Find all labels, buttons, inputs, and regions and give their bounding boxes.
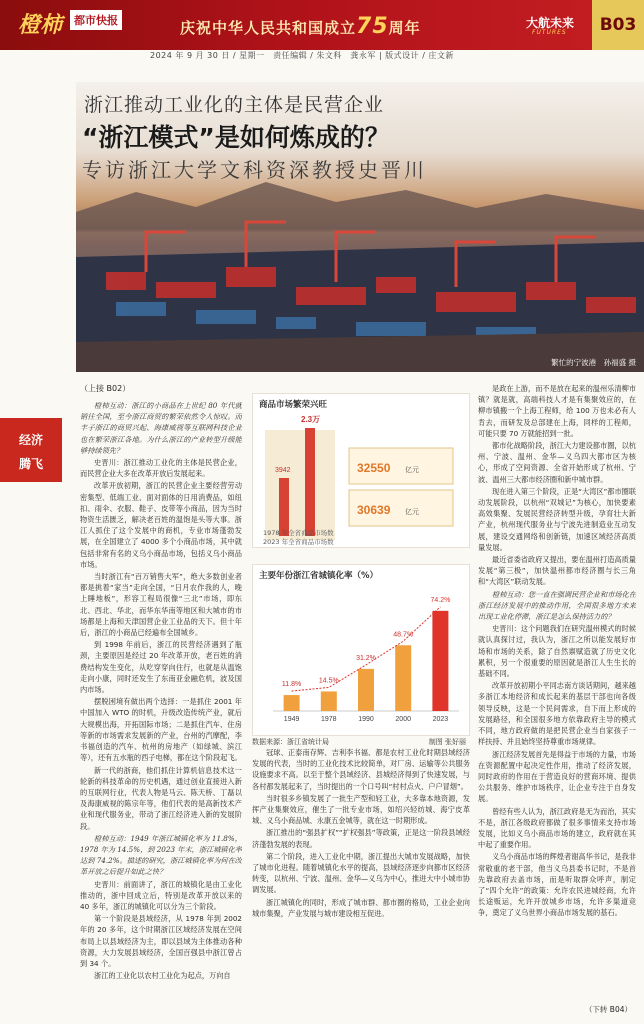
article-paragraph: 新一代的浙商，他们抓住计算机信息技术这一轮新的科技革命的历史机遇，通过创业直接进入新的互联网行业，代表人物是马云、陈天桥、丁磊以及海康威视的陈宗年等，他们代表的是高新技术产业和现代服务业，带动了浙江经济进入新的发展阶段。 <box>80 765 242 831</box>
market-bar-2023 <box>305 428 315 536</box>
anniversary-title: 庆祝中华人民共和国成立75周年 <box>180 14 421 39</box>
article-paragraph: 现在进入第三个阶段，正是“大湾区”都市圈联动发展阶段，以杭州“双城记”为核心，加快要素高效集聚、发展民营经济转型升级，孕育壮大新产业，杭州现代服务业与宁波先进制造业互动发展，建设交通网络和创新链，加速区域经济高质量发展。 <box>478 486 636 552</box>
article-paragraph: 到 1998 年前后，浙江的民营经济遇到了瓶颈，主要原因是经过 20 年改革开放，老百姓的消费结构发生变化，从吃穿穿向住行，也就是从温饱走向小康，同时还发生了东南亚金融危机，波及国内市场。 <box>80 640 242 695</box>
article-paragraph: 史晋川：浙江推动工业化的主体是民营企业，而民营企业大多在改革开放后发展起来。 <box>80 458 242 479</box>
dateline: 2024 年 9 月 30 日 / 星期一 责任编辑 / 朱文科 龚永军 | 版式设计 / 庄文新 <box>150 51 454 60</box>
headline-kicker: 浙江推动工业化的主体是民营企业 <box>84 94 385 116</box>
article-paragraph: 摆脱困境有做出两个选择：一是抓住 2001 年中国加入 WTO 的时机，升级改造传统产业，就后大规模出海，开拓国际市场；二是抓住汽车、住房等新的市场需求发展新的产业，台州的汽摩配，李书福创造的汽车、杭州的房地产（如绿城、滨江等），还有五水瓶的西子电梯，都在这个阶段起飞。 <box>80 697 242 763</box>
urbanization-tick-1949: 1949 <box>283 716 300 723</box>
article-paragraph: 橙柿互动：浙江的小商品在上世纪 80 年代就销往全国，至今浙江商贸的繁荣依然令人惊叹。而丰子浙江的商贸兴起、海康威视等互联网科技企业也在繁荣浙江各地。为什么浙江的产业转型升级能够持续领先？ <box>80 401 242 455</box>
article-paragraph: 都市化战略阶段，浙江大力建设都市圈，以杭州、宁波、温州、金华—义乌四大都市区为核心，形成了空间资源、全省开始形成了杭州、宁波、温州三大都市经济圈和新中城市群。 <box>478 441 636 484</box>
urbanization-bar-1978 <box>321 691 337 711</box>
article-paragraph: 改革开放初期小平同志南方谈话期间，越来越多浙江本地经济和成长起来的基层干部也向各级领导反映，这是一个民间需求，自下而上形成的发展路径，和全国很多地方依靠政府主导的模式不同，地方政府做的是把民营企业当自家孩子一样扶持、并且始终坚持尊重市场规律。 <box>478 681 636 747</box>
urbanization-tick-1990: 1990 <box>358 716 374 723</box>
newspaper-logo: 都市快报 <box>70 10 122 30</box>
article-paragraph: 改革开放初期，浙江的民营企业主要经营劳动密集型、低端工业、面对面体的日用消费品，如纽扣、雨伞、衣服、鞋子、皮带等小商品，因为当时物资生活匮乏，解决老百姓的温饱是头等大事。浙江人抓住了这个发展中的商机，专业市场蓬勃发展，在全国建立了 4000 多个小商品市场，其中就包括非常有名的义乌小商品市场，包括义乌小商品市场。 <box>80 481 242 569</box>
urbanization-chart-graphic <box>253 583 469 733</box>
market-legend-2: 2023 年全省商品市场数 <box>263 538 334 546</box>
article-column-3 <box>252 747 470 1019</box>
article-paragraph: 最近省委省政府又提出，要在温州打造高质量发展“第三极”，加快温州都市经济圈与长三角和“大湾区”联动发展。 <box>478 555 636 587</box>
photo-caption: 繁忙的宁波港 孙福盛 摄 <box>551 358 636 367</box>
article-paragraph: 曾经有些人认为，浙江政府是无为而治，其实不是，浙江各级政府都做了很多事情来支持市场发展，比如义乌小商品市场的建立，政府就在其中起了重要作用。 <box>478 806 636 850</box>
urbanization-chart-title: 主要年份浙江省城镇化率（%） <box>259 571 379 581</box>
market-box-1-unit: 亿元 <box>405 467 419 474</box>
urbanization-bar-2000 <box>395 645 411 711</box>
market-chart <box>252 393 470 548</box>
urbanization-tick-2023: 2023 <box>432 716 449 723</box>
urbanization-chart <box>252 564 470 736</box>
hero-photo <box>76 82 644 372</box>
page-number: B03 <box>592 0 644 50</box>
urbanization-value-label-1978: 14.5% <box>318 677 339 685</box>
article-paragraph: 第二个阶段，进入工业化中期，浙江提出大城市发展战略，加快了城市化进程。随着城镇化水平的提高，县域经济逐步向都市区经济转变，以杭州、宁波、温州、金华—义乌为中心，推进大中小城市协调发展。 <box>252 851 470 895</box>
article-column-1 <box>80 400 242 1018</box>
urbanization-tick-2000: 2000 <box>395 716 411 723</box>
article-paragraph: 义乌小商品市场的辉煌者谢高华书记，是我非常敬重的老干部，他当义乌县委书记时，不是首先靠政府去盖市场，而是听取群众呼声，制定了“四个允许”的政策：允许农民进城经商，允许长途贩运，允许开放城乡市场，允许多渠道竞争，奠定了义乌世界小商品市场发展的基石。 <box>478 852 636 918</box>
article-paragraph: 当时浙江有“百万销售大军”，绝大多数创业者都是挑着“家当”走向全国，“日月农作我的人，晚上睡地板”，形容工程局很像“三北”市场，即东北、西北、华北，而华东华南等地区和大城市的市场都是上海和天津国营企业工业品的天下。但十年后，浙江的小商品已经遍布全国城乡。 <box>80 572 242 638</box>
article-paragraph: 浙江的工业化以农村工业化为起点，万向自 <box>94 971 231 981</box>
market-chart-graphic <box>253 408 469 548</box>
article-paragraph: 橙柿互动：1949 年浙江城镇化率为 11.8%，1978 年为 14.5%，到 2023 年末，浙江城镇化率达到 74.2%。描述的研究，浙江城镇化率为何在改革开放之后提升如此之快？ <box>80 833 242 877</box>
slogan: 大航未来 <box>526 16 575 30</box>
article-paragraph: 冠球、正泰南存辉、吉利李书福、都是农村工业化时期县域经济发展的代表，当时的工业化技术比较简单，对厂房、运输等公共服务设施要求不高。以至于整个县域经济、县城经济得到了快速发展，与各村都发展起来了，当时提出的一个口号叫“村村点火、户户冒烟”。 <box>252 748 470 791</box>
headline-main: “浙江模式”是如何炼成的？ <box>82 123 390 152</box>
article-paragraph: 橙柿互动：您一直在强调民营企业和市场化在浙江经济发展中的推动作用，全国很多地方未来出现工业化停滞，浙江是怎么保持活力的？ <box>478 589 636 622</box>
urbanization-tick-1978: 1978 <box>321 716 337 723</box>
market-bar-label-2023: 2.3万 <box>301 415 321 424</box>
headline-sub: 专访浙江大学文科资深教授史晋川 <box>82 158 427 182</box>
market-bar-label-1978: 3942 <box>275 467 291 474</box>
article-paragraph: 第一个阶段是县域经济，从 1978 年到 2002 年的 20 多年，这个时期浙江区域经济发展在空间布局上以县域经济为主，即以县域为主体推动各种资源，大力发展县域经济，全国百强县中浙江曾占到 34 个。 <box>80 914 242 968</box>
market-box-2-value: 30639 <box>357 503 391 517</box>
article-paragraph: 是政在上游，而不是放在起来的温州乐清柳市镇？就是就，高端科技人才是有集聚效应的，在柳市镇搬一个上海工程师，给 100 万也未必有人肯去，而研发及总部建在上海，同样的工程师，可能只要 70 万就能招到一批。 <box>478 384 636 438</box>
article-paragraph: 当时很多乡镇发展了一批生产型和轻工业，大多靠本地资源，发挥产业集聚效应，催生了一批专业市场，如绍兴轻纺城、海宁皮革城、义乌小商品城、永康五金城等，就在这一时期形成。 <box>252 793 470 826</box>
article-paragraph: 浙江城镇化的同时，形成了城市群、都市圈的格局，工业企业向城市集聚，产业发展与城市建设相互促进。 <box>252 897 470 918</box>
market-chart-frame <box>265 430 335 540</box>
article-paragraph: 浙江经济发展首先是得益于市场的力量，市场在资源配置中起决定性作用，推动了经济发展，同时政府的作用在于营造良好的营商环境、提供公共服务、维护市场秩序，让企业专注于自身发展。 <box>478 749 636 804</box>
continued-to: （下转 B04） <box>584 1005 632 1014</box>
section-tab: 经济 腾飞 <box>0 418 62 482</box>
article-paragraph: 史晋川：前面讲了，浙江的城镇化是由工业化推动的，浙中回成立后，特别是改革开放以来的 40 多年，浙江的城镇化可以分为三个阶段。 <box>80 879 242 911</box>
article-column-4 <box>478 383 636 1019</box>
chart-source: 数据来源：浙江省统计局 制图 张好丽 <box>252 738 466 746</box>
urbanization-value-label-1949: 11.8% <box>281 681 302 689</box>
article-paragraph: 史晋川：这个问题我们在研究温州模式的时候就认真探讨过，我认为，浙江之所以能发展好市场和市场的关系，除了自然禀赋造就了历史文化累积，另一个很重要的原因就是浙江人生生长的基础不同。 <box>478 624 636 679</box>
market-box-2-unit: 亿元 <box>405 509 419 516</box>
urbanization-value-label-2023: 74.2% <box>430 596 451 604</box>
urbanization-bar-2023 <box>432 611 448 711</box>
market-box-1-value: 32550 <box>357 461 391 475</box>
urbanization-value-label-2000: 48.7% <box>393 631 414 639</box>
urbanization-bar-1990 <box>358 669 374 711</box>
market-chart-title: 商品市场繁荣兴旺 <box>259 400 328 410</box>
chengshi-logo: 橙柿 <box>18 12 63 38</box>
article-paragraph: 浙江推出的“强县扩权”“扩权强县”等政策，正是这一阶段县域经济蓬勃发展的表现。 <box>252 828 470 849</box>
urbanization-value-label-1990: 31.2% <box>356 654 376 662</box>
continued-from: （上接 B02） <box>80 384 131 393</box>
market-legend-1: 1978 年全省商品市场数 <box>263 529 334 537</box>
masthead-banner <box>0 0 644 50</box>
urbanization-bar-1949 <box>284 695 300 711</box>
slogan-en: FUTURES <box>532 29 567 36</box>
